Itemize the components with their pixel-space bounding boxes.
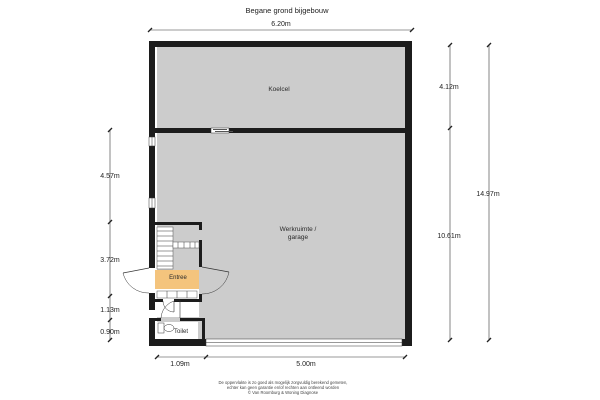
dimension-left-lower-label: 1.13m: [100, 307, 120, 314]
meter-cupboard: [157, 291, 197, 298]
dimension-left-upper-label: 4.57m: [100, 173, 120, 180]
dimension-right-total-label: 14.97m: [476, 191, 500, 198]
dimension-right-werkruimte-label: 10.61m: [437, 233, 461, 240]
dimension-left-bottom-label: 0.90m: [100, 329, 120, 336]
disclaimer-line1: De oppervlakte is zo goed als mogelijk zorgvuldig berekend gemeten,: [218, 380, 348, 385]
room-label-garage: garage: [287, 234, 309, 241]
dimension-left-bottom: [100, 320, 120, 342]
room-label-entree: Entree: [169, 275, 187, 281]
room-label-werkruimte: Werkruimte /: [279, 226, 317, 233]
dimension-right-koelcel: [439, 43, 459, 130]
dimension-right-koelcel-label: 4.12m: [439, 84, 459, 91]
disclaimer-line2: echter kan geen garantie en/of rechten aan ontleend worden: [226, 385, 340, 390]
room-label-koelcel: Koelcel: [268, 86, 290, 93]
dimension-top-width-label: 6.20m: [271, 21, 291, 28]
disclaimer-line3: © Van Roomburg & Woning Diagnose: [247, 390, 319, 395]
dimension-bottom-left-label: 1.09m: [170, 361, 190, 368]
dimension-left-lower: [100, 296, 120, 322]
dimension-bottom-right: [206, 355, 407, 368]
dimension-top-width: [148, 21, 414, 32]
room-label-toilet: Toilet: [173, 329, 189, 335]
dimension-bottom-left: [155, 355, 208, 368]
dimension-left-mid: [100, 222, 120, 298]
garage-door: [206, 339, 402, 346]
dimension-right-werkruimte: [437, 128, 461, 342]
dimension-bottom-right-label: 5.00m: [296, 361, 316, 368]
dimension-right-total: [476, 43, 500, 342]
dimension-left-mid-label: 3.72m: [100, 257, 120, 264]
dimension-left-upper: [100, 128, 120, 224]
entree-outer-door: [123, 268, 149, 293]
plan-title: Begane grond bijgebouw: [245, 6, 329, 15]
